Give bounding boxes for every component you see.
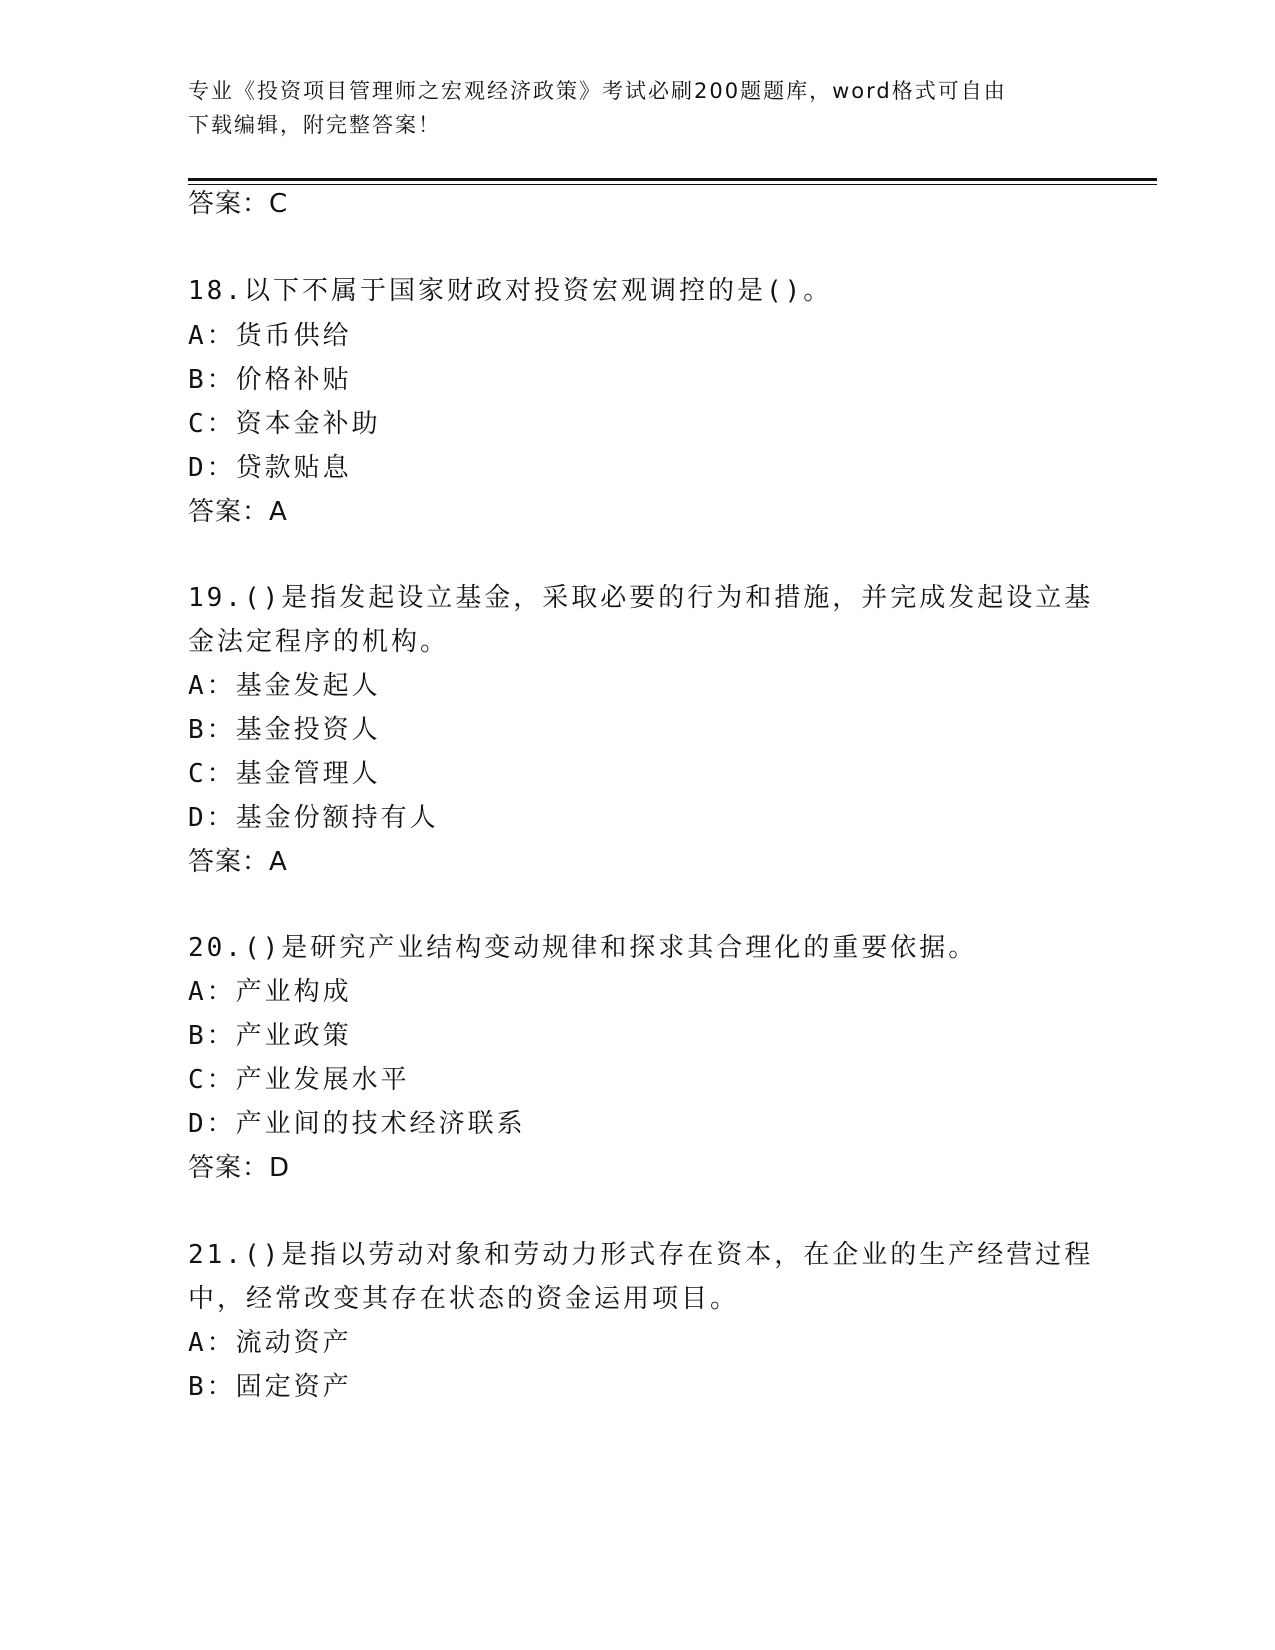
prev-answer: 答案：C bbox=[188, 189, 289, 219]
question-19-option-c: C：基金管理人 bbox=[188, 759, 381, 789]
question-20-stem: 20.()是研究产业结构变动规律和探求其合理化的重要依据。 bbox=[188, 933, 978, 963]
header-divider-thick bbox=[188, 178, 1157, 181]
header-line-2: 下载编辑，附完整答案！ bbox=[188, 113, 441, 137]
question-20-option-d: D：产业间的技术经济联系 bbox=[188, 1109, 526, 1139]
header-divider-thin bbox=[188, 184, 1157, 185]
question-20-answer: 答案：D bbox=[188, 1153, 291, 1183]
question-19-option-a: A：基金发起人 bbox=[188, 671, 381, 701]
question-18-option-a: A：货币供给 bbox=[188, 321, 352, 351]
question-19-option-d: D：基金份额持有人 bbox=[188, 803, 439, 833]
question-20-option-a: A：产业构成 bbox=[188, 977, 352, 1007]
question-19-stem-line-2: 金法定程序的机构。 bbox=[188, 627, 450, 657]
question-19-stem-line-1: 19.()是指发起设立基金，采取必要的行为和措施，并完成发起设立基 bbox=[188, 583, 1094, 613]
question-18-stem: 18.以下不属于国家财政对投资宏观调控的是()。 bbox=[188, 276, 833, 306]
question-19-answer: 答案：A bbox=[188, 847, 288, 877]
question-19-option-b: B：基金投资人 bbox=[188, 715, 381, 745]
question-20-option-b: B：产业政策 bbox=[188, 1021, 352, 1051]
question-20-option-c: C：产业发展水平 bbox=[188, 1065, 410, 1095]
question-21-stem-line-1: 21.()是指以劳动对象和劳动力形式存在资本，在企业的生产经营过程 bbox=[188, 1240, 1094, 1270]
question-21-option-a: A：流动资产 bbox=[188, 1328, 352, 1358]
header-line-1: 专业《投资项目管理师之宏观经济政策》考试必刷200题题库，word格式可自由 bbox=[188, 79, 1007, 103]
question-18-answer: 答案：A bbox=[188, 497, 288, 527]
question-21-option-b: B：固定资产 bbox=[188, 1372, 352, 1402]
question-18-option-c: C：资本金补助 bbox=[188, 409, 381, 439]
document-header bbox=[188, 74, 1068, 142]
question-18-option-d: D：贷款贴息 bbox=[188, 453, 352, 483]
question-18-option-b: B：价格补贴 bbox=[188, 365, 352, 395]
question-21-stem-line-2: 中，经常改变其存在状态的资金运用项目。 bbox=[188, 1284, 740, 1314]
